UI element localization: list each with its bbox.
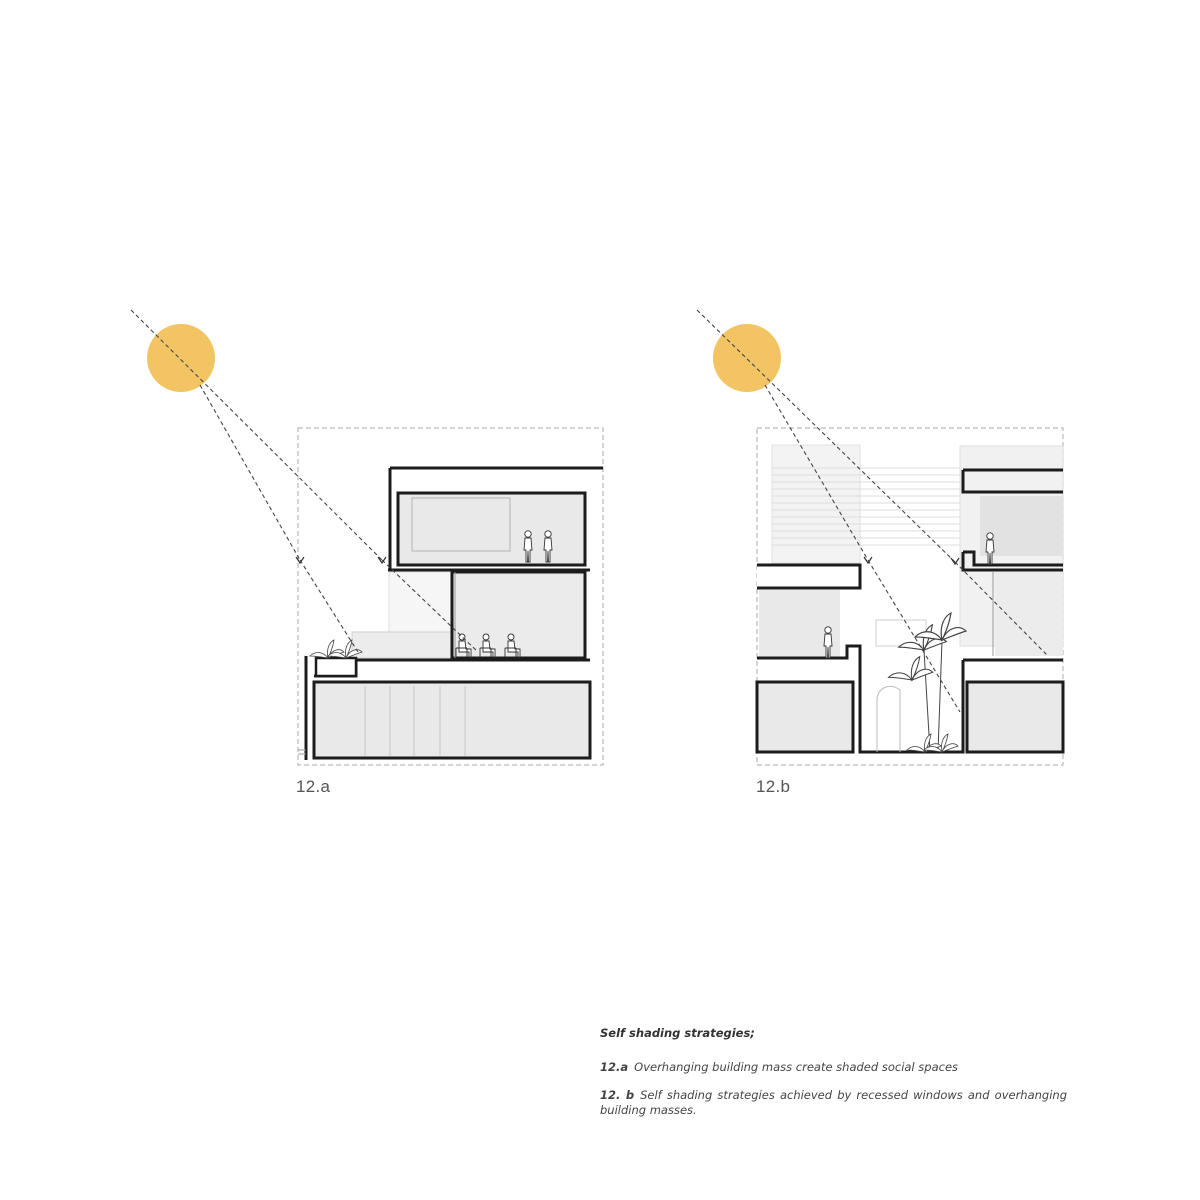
caption-text: Overhanging building mass create shaded social spaces xyxy=(634,1060,959,1074)
caption-block xyxy=(600,1026,1067,1131)
sun-ray-12a-1 xyxy=(131,310,382,560)
figure-label-12a: 12.a xyxy=(296,777,331,796)
section-12b xyxy=(697,310,1063,765)
caption-code: 12.a xyxy=(600,1060,629,1074)
ground-room-12a xyxy=(314,682,590,758)
caption-code: 12. b xyxy=(600,1088,635,1102)
sun-ray-12a-2 xyxy=(200,385,300,560)
caption-title: Self shading strategies; xyxy=(600,1026,755,1040)
caption-text: Self shading strategies achieved by recessed windows and overhanging building masses. xyxy=(600,1088,1068,1117)
right-ground-room-12b xyxy=(967,682,1063,752)
caption-item-12b xyxy=(600,1088,1067,1118)
section-12a xyxy=(131,310,603,765)
sun-12b xyxy=(713,324,781,392)
figure-label-12b: 12.b xyxy=(756,777,791,796)
sun-12a xyxy=(147,324,215,392)
left-overhang-12b xyxy=(757,565,860,588)
upper-room-12a xyxy=(398,493,585,565)
middle-room-12a xyxy=(452,572,585,658)
left-ground-room-12b xyxy=(757,682,853,752)
caption-item-12a xyxy=(600,1060,1067,1075)
